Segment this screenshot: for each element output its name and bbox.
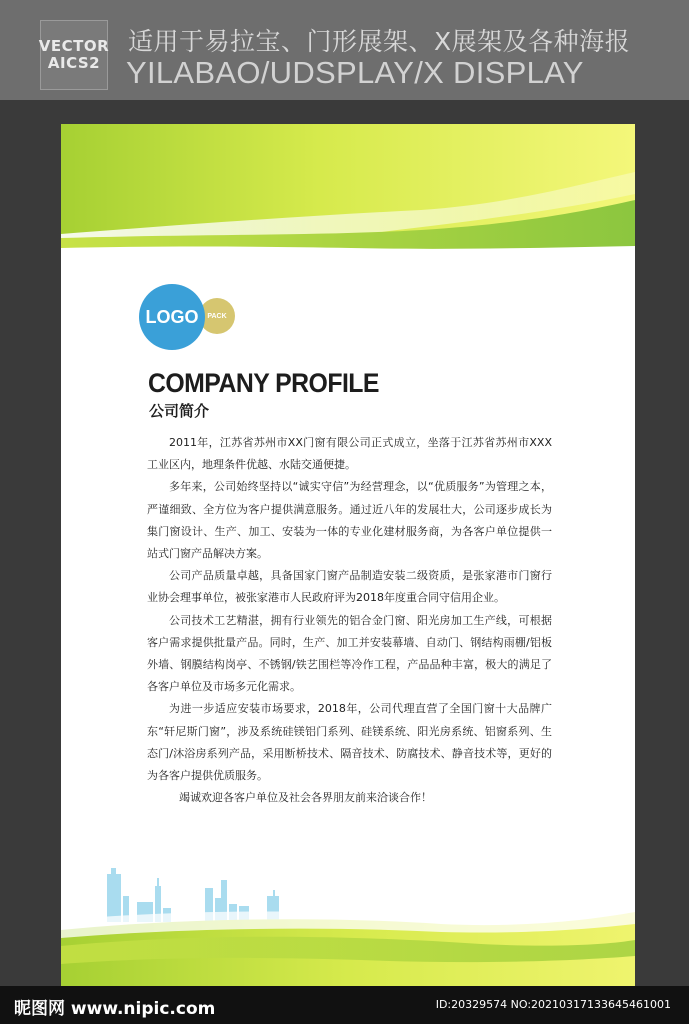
banner-title-en: YILABAO/UDSPLAY/X DISPLAY — [126, 55, 584, 90]
watermark-footer — [0, 986, 689, 1024]
site-watermark: 昵图网 www.nipic.com — [14, 999, 216, 1019]
badge-line-2: AICS2 — [47, 54, 101, 72]
logo-pack-badge: PACK — [199, 298, 235, 334]
profile-paragraph: 2011年，江苏省苏州市XX门窗有限公司正式成立，坐落于江苏省苏州市XXX工业区内，地理条件优越、水陆交通便捷。 — [147, 436, 552, 472]
profile-paragraph: 为进一步适应安装市场要求，2018年，公司代理直营了全国门窗十大品牌广东“轩尼斯门窗”，涉及系统硅镁铝门系列、硅镁系统、阳光房系统、铝窗系列、生态门/沐浴房系列产品，采用断桥技术、隔音技术、防腐技术、静音技术等，更好的为各客户提供优质服务。 — [147, 702, 552, 783]
profile-paragraph: 公司产品质量卓越，具备国家门窗产品制造安装二级资质，是张家港市门窗行业协会理事单位，被张家港市人民政府评为2018年度重合同守信用企业。 — [147, 569, 552, 605]
logo-circle: LOGO — [139, 284, 205, 350]
top-banner — [0, 0, 689, 100]
vector-badge — [40, 20, 108, 90]
profile-paragraph: 多年来，公司始终坚持以“诚实守信”为经营理念，以“优质服务”为管理之本，严谨细致、全方位为客户提供满意服务。通过近八年的发展壮大，公司逐步成长为集门窗设计、生产、加工、安装为一体的专业化建材服务商，为各客户单位提供一站式门窗产品解决方案。 — [147, 480, 552, 561]
image-id-label: ID:20329574 NO:20210317133645461001 — [435, 998, 671, 1011]
profile-body — [147, 432, 552, 809]
badge-line-1: VECTOR — [38, 36, 110, 55]
bottom-wave-decoration — [61, 872, 635, 986]
profile-title-en: COMPANY PROFILE — [148, 368, 379, 398]
profile-paragraph: 公司技术工艺精湛，拥有行业领先的铝合金门窗、阳光房加工生产线，可根据客户需求提供批量产品。同时，生产、加工并安装幕墙、自动门、钢结构雨棚/铝板外墙、钢膜结构岗亭、不锈钢/铁艺围栏等冷作工程，产品品种丰富，极大的满足了各客户单位及市场多元化需求。 — [147, 613, 552, 694]
top-wave-decoration — [61, 124, 635, 264]
poster — [61, 124, 635, 986]
profile-paragraph: 竭诚欢迎各客户单位及社会各界朋友前来洽谈合作！ — [179, 791, 432, 805]
banner-title-cn: 适用于易拉宝、门形展架、X展架及各种海报 — [128, 27, 631, 56]
profile-title-cn: 公司简介 — [149, 402, 210, 420]
